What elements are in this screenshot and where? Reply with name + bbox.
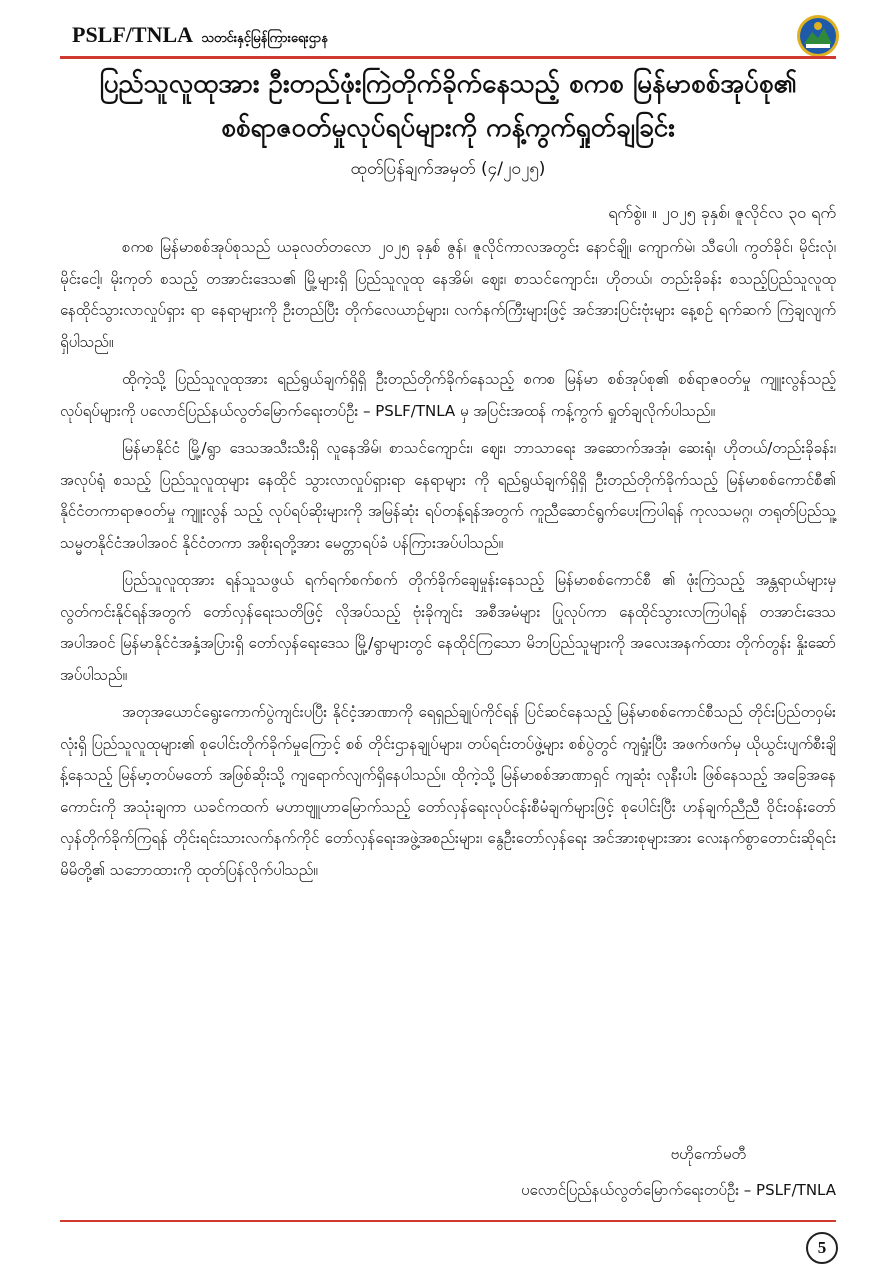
tnla-emblem-icon (796, 14, 840, 58)
signature-block (470, 1136, 836, 1208)
paragraph: အတုအယောင်ရွေးကောက်ပွဲကျင်းပပြီး နိုင်ငံ့အာဏာကို ရေရှည်ချုပ်ကိုင်ရန် ပြင်ဆင်နေသည့် မြန်မာစစ်ကောင်စီသည် တိုင်းပြည်တဝှမ်းလုံးရှိ ပြည်သူလူထုများ၏ စုပေါင်းတိုက်ခိုက်မှုကြောင့် စစ် တိုင်းဌာနချုပ်များ၊ တပ်ရင်းတပ်ဖွဲ့များ စစ်ပွဲတွင် ကျရှုံးပြီး အဖက်ဖက်မှ ယိုယွင်းပျက်စီးချိန့်နေသည့် မြန်မာ့တပ်မတော် အဖြစ်ဆိုးသို့ ကျရောက်လျက်ရှိနေပါသည်။ ထိုကဲ့သို့ မြန်မာစစ်အာဏာရှင် ကျဆုံး လုနီးပါး ဖြစ်နေသည့် အခြေအနေကောင်းကို အသုံးချကာ ယခင်ကထက် မဟာဗျူဟာမြောက်သည့် တော်လှန်ရေးလုပ်ငန်းစီမံချက်များဖြင့် စုပေါင်းပြီး ဟန်ချက်ညီညီ ဝိုင်းဝန်းတော်လှန်တိုက်ခိုက်ကြရန် တိုင်းရင်းသားလက်နက်ကိုင် တော်လှန်ရေးအဖွဲ့အစည်းများ၊ နွေဦးတော်လှန်ရေး အင်အားစုများအား လေးနက်စွာတောင်းဆိုရင်း မိမိတို့၏ သဘောထားကို ထုတ်ပြန်လိုက်ပါသည်။ (60, 703, 836, 879)
header-rule (60, 56, 836, 59)
paragraph: မြန်မာနိုင်ငံ မြို့/ရွာ ဒေသအသီးသီးရှိ လူနေအိမ်၊ စာသင်ကျောင်း၊ ဈေး၊ ဘာသာရေး အဆောက်အအုံ၊ ဆေးရုံ၊ ဟိုတယ်/တည်းခိုခန်း၊ အလုပ်ရုံ စသည့် ပြည်သူလူထုများ နေထိုင် သွားလာလှုပ်ရှားရာ နေရာများ ကို ရည်ရွယ်ချက်ရှိရှိ ဦးတည်တိုက်ခိုက်သည့် မြန်မာစစ်ကောင်စီ၏ နိုင်ငံတကာရာဇဝတ်မှု ကျူးလွန် သည့် လုပ်ရပ်ဆိုးများကို အမြန်ဆုံး ရပ်တန့်ရန်အတွက် ကူညီဆောင်ရွက်ပေးကြပါရန် ကုလသမဂ္ဂ၊ တရုတ်ပြည်သူ့သမ္မတနိုင်ငံအပါအဝင် နိုင်ငံတကာ အစိုးရတို့အား မေတ္တာရပ်ခံ ပန်ကြားအပ်ပါသည်။ (60, 439, 836, 552)
footer-rule (60, 1220, 836, 1222)
statement-body (60, 232, 836, 892)
page-number: 5 (806, 1232, 838, 1264)
statement-number: ထုတ်ပြန်ချက်အမှတ် (၄/၂၀၂၅) (350, 159, 546, 179)
title-line: စစ်ရာဇဝတ်မှုလုပ်ရပ်များကို ကန့်ကွက်ရှုတ်ချခြင်း (221, 113, 675, 143)
paragraph: စကစ မြန်မာစစ်အုပ်စုသည် ယခုလတ်တလော ၂၀၂၅ ခုနှစ် ဇွန်၊ ဇူလိုင်ကာလအတွင်း နောင်ချို၊ ကျောက်မဲ၊ သီပေါ၊ ကွတ်ခိုင်၊ မိုင်းလုံ၊ မိုင်းငေါ့၊ မိုးကုတ် စသည့် တအာင်းဒေသ၏ မြို့များရှိ ပြည်သူလူထု နေအိမ်၊ ဈေး၊ စာသင်ကျောင်း၊ ဟိုတယ်၊ တည်းခိုခန်း စသည့်ပြည်သူလူထု နေထိုင်သွားလာလှုပ်ရှား ရာ နေရာများကို ဦးတည်ပြီး တိုက်လေယာဉ်များ၊ လက်နက်ကြီးများဖြင့် အင်အားပြင်းဗုံးများ နေ့စဉ် ရက်ဆက် ကြဲချလျက်ရှိပါသည်။ (60, 238, 836, 351)
org-heading (72, 22, 328, 49)
statement-title (60, 62, 836, 150)
signature-org: ပလောင်ပြည်နယ်လွတ်မြောက်ရေးတပ်ဦး – PSLF/TNLA (520, 1181, 836, 1199)
org-name: PSLF/TNLA (72, 22, 192, 47)
signature-title: ဗဟိုကော်မတီ (670, 1145, 746, 1163)
paragraph: ပြည်သူလူထုအား ရန်သူသဖွယ် ရက်ရက်စက်စက် တိုက်ခိုက်ချေမှုန်းနေသည့် မြန်မာစစ်ကောင်စီ ၏ ဖုံးကြဲသည့် အန္တရာယ်များမှ လွတ်ကင်းနိုင်ရန်အတွက် တော်လှန်ရေးသတိဖြင့် လိုအပ်သည့် ဗုံးခိုကျင်း အစီအမံများ ပြုလုပ်ကာ နေထိုင်သွားလာကြပါရန် တအာင်းဒေသအပါအဝင် မြန်မာနိုင်ငံအနှံ့အပြားရှိ တော်လှန်ရေးဒေသ မြို့/ရွာများတွင် နေထိုင်ကြသော မိဘပြည်သူများကို အလေးအနက်ထား တိုက်တွန်း နှိုးဆော်အပ်ပါသည်။ (60, 571, 836, 684)
statement-date: ရက်စွဲ။ ။ ၂၀၂၅ ခုနှစ်၊ ဇူလိုင်လ ၃၀ ရက် (608, 203, 836, 222)
title-line: ပြည်သူလူထုအား ဦးတည်ဖုံးကြဲတိုက်ခိုက်နေသည့် စကစ မြန်မာစစ်အုပ်စု၏ (99, 69, 797, 99)
paragraph: ထိုကဲ့သို့ ပြည်သူလူထုအား ရည်ရွယ်ချက်ရှိရှိ ဦးတည်တိုက်ခိုက်နေသည့် စကစ မြန်မာ စစ်အုပ်စု၏ စစ်ရာဇဝတ်မှု ကျူးလွန်သည့် လုပ်ရပ်များကို ပလောင်ပြည်နယ်လွတ်မြောက်ရေးတပ်ဦး – PSLF/TNLA မှ အပြင်းအထန် ကန့်ကွက် ရှုတ်ချလိုက်ပါသည်။ (60, 370, 836, 420)
org-subtitle: သတင်းနှင့်မြန်ကြားရေးဌာန (201, 31, 328, 46)
